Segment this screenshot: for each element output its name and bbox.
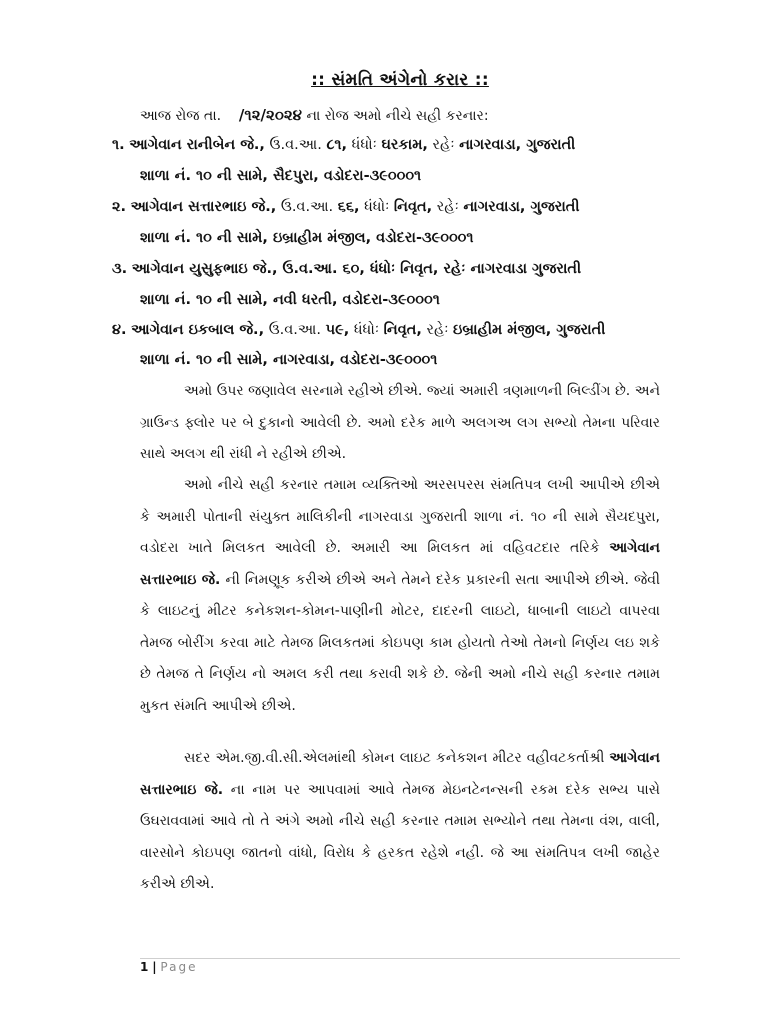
- party-4-age: ૫૯,: [325, 322, 350, 338]
- page-separator: |: [152, 960, 157, 974]
- party-4-residence: ઇબ્રાહીમ મંજીલ, ગુજરાતી: [453, 322, 606, 338]
- party-2-line-1: [112, 199, 580, 215]
- party-4-number: ૪.: [112, 322, 127, 338]
- party-4-name: આગેવાન ઇકબાલ જે.,: [131, 322, 265, 338]
- party-1-residence-label: રહેઃ: [432, 137, 455, 153]
- party-4-residence-label: રહેઃ: [426, 322, 449, 338]
- party-2-residence: નાગરવાડા, ગુજરાતી: [463, 199, 580, 215]
- party-2-age: ૬૬,: [337, 199, 360, 215]
- party-4-occupation-label: ધંધોઃ: [353, 322, 379, 338]
- intro-suffix: ના રોજ અમો નીચે સહી કરનાર:: [306, 108, 489, 124]
- party-1-occupation-label: ધંધોઃ: [351, 137, 377, 153]
- paragraph-2-text-a: અમો નીચે સહી કરનાર તમામ વ્યક્તિઓ અરસપરસ સંમતિપત્ર લખી આપીએ છીએ કે અમારી પોતાની સંયુક્ત માલિકીની નાગરવાડા ગુજરાતી શાળા નં. ૧૦ ની સામે સૈયદપુરા, વડોદરા ખાતે મિલકત આવેલી છે. અમારી આ મિલકત માં વહિવટદાર તરિકે: [140, 477, 660, 556]
- party-4-occupation: નિવૃત,: [383, 322, 422, 338]
- footer-divider: [140, 958, 680, 959]
- paragraph-1-text: અમો ઉપર જણાવેલ સરનામે રહીએ છીએ. જ્યાં અમારી ત્રણમાળની બિલ્ડીંગ છે. અને ગ્રાઉન્ડ ફ્લોર પર બે દુકાનો આવેલી છે. અમો દરેક માળે અલગઅ લગ સભ્યો તેમના પરિવાર સાથે અલગ થી રાંધી ને રહીએ છીએ.: [140, 383, 660, 462]
- party-1-occupation: ઘરકામ,: [381, 137, 428, 153]
- party-4-line-1: [112, 322, 605, 338]
- party-3-line-1: [112, 261, 581, 277]
- paragraph-building-description: [140, 376, 660, 471]
- document-title: :: સંમતિ અંગેનો કરાર ::: [311, 70, 489, 90]
- party-1-residence: નાગરવાડા, ગુજરાતી: [459, 137, 576, 153]
- party-3-number: ૩.: [112, 261, 128, 277]
- paragraph-3-text-a: સદર એમ.જી.વી.સી.એલમાંથી કોમન લાઇટ કનેકશન મીટર વહીવટકર્તાશ્રી: [184, 750, 605, 766]
- party-3-details: આગેવાન યુસુફભાઇ જે., ઉ.વ.આ. ૬૦, ધંધોઃ નિવૃત, રહેઃ નાગરવાડા ગુજરાતી: [131, 261, 582, 277]
- page-number: 1: [140, 960, 149, 974]
- party-2-line-2: શાળા નં. ૧૦ ની સામે, ઇબ્રાહીમ મંજીલ, વડોદરા-૩૯૦૦૦૧: [140, 230, 474, 246]
- intro-date: /૧૨/૨૦૨૪: [238, 106, 302, 124]
- party-4-age-label: ઉ.વ.આ.: [268, 322, 321, 338]
- paragraph-consent-appointment: [140, 470, 660, 722]
- intro-line: [140, 106, 489, 124]
- party-1-line-1: [112, 137, 575, 153]
- party-1-age: ૮૧,: [326, 137, 348, 153]
- party-1-name: આગેવાન રાનીબેન જે.,: [129, 137, 265, 153]
- party-1-number: ૧.: [112, 137, 125, 153]
- party-2-residence-label: રહેઃ: [436, 199, 459, 215]
- paragraph-meter-connection: [140, 743, 660, 901]
- party-2-occupation: નિવૃત,: [393, 199, 433, 215]
- party-2-occupation-label: ધંધોઃ: [364, 199, 390, 215]
- intro-prefix: આજ રોજ તા.: [140, 108, 222, 124]
- paragraph-3-administrator-name: આગેવાન સત્તારભાઇ જે.: [140, 750, 660, 798]
- party-3-line-2: શાળા નં. ૧૦ ની સામે, નવી ધરતી, વડોદરા-૩૯૦૦૦૧: [140, 292, 440, 308]
- paragraph-3-text-b: ના નામ પર આપવામાં આવે તેમજ મેઇનટેનન્સની રકમ દરેક સભ્ય પાસે ઉઘરાવવામાં આવે તો તે અંગે અમો નીચે સહી કરનાર તમામ સભ્યોને તથા તેમના વંશ, વાલી, વારસોને કોઇપણ જાતનો વાંધો, વિરોધ કે હરકત રહેશે નહી. જે આ સંમતિપત્ર લખી જાહેર કરીએ છીએ.: [140, 781, 661, 892]
- party-4-line-2: શાળા નં. ૧૦ ની સામે, નાગરવાડા, વડોદરા-૩૯૦૦૦૧: [140, 352, 438, 368]
- party-2-number: ૨.: [112, 199, 127, 215]
- party-1-age-label: ઉ.વ.આ.: [269, 137, 322, 153]
- party-1-line-2: શાળા નં. ૧૦ ની સામે, સૈદપુરા, વડોદરા-૩૯૦૦૦૧: [140, 168, 422, 184]
- page-footer: [140, 960, 197, 974]
- party-2-name: આગેવાન સત્તારભાઇ જે.,: [130, 199, 277, 215]
- page-word: Page: [160, 960, 198, 974]
- paragraph-2-administrator-name: આગેવાન સત્તારભાઇ જે.: [140, 540, 660, 588]
- paragraph-2-text-b: ની નિમણૂક કરીએ છીએ અને તેમને દરેક પ્રકારની સતા આપીએ છીએ. જેવી કે લાઇટનું મીટર કનેકશન-કોમન-પાણીની મોટર, દાદરની લાઇટો, ધાબાની લાઇટો વાપરવા તેમજ બોરીંગ કરવા માટે તેમજ મિલકતમાં કોઇપણ કામ હોયતો તેઓ તેમનો નિર્ણય લઇ શકે છે તેમજ તે નિર્ણય નો અમલ કરી તથા કરાવી શકે છે. જેની અમો નીચે સહી કરનાર તમામ મુકત સંમતિ આપીએ છીએ.: [140, 571, 661, 714]
- party-2-age-label: ઉ.વ.આ.: [280, 199, 334, 215]
